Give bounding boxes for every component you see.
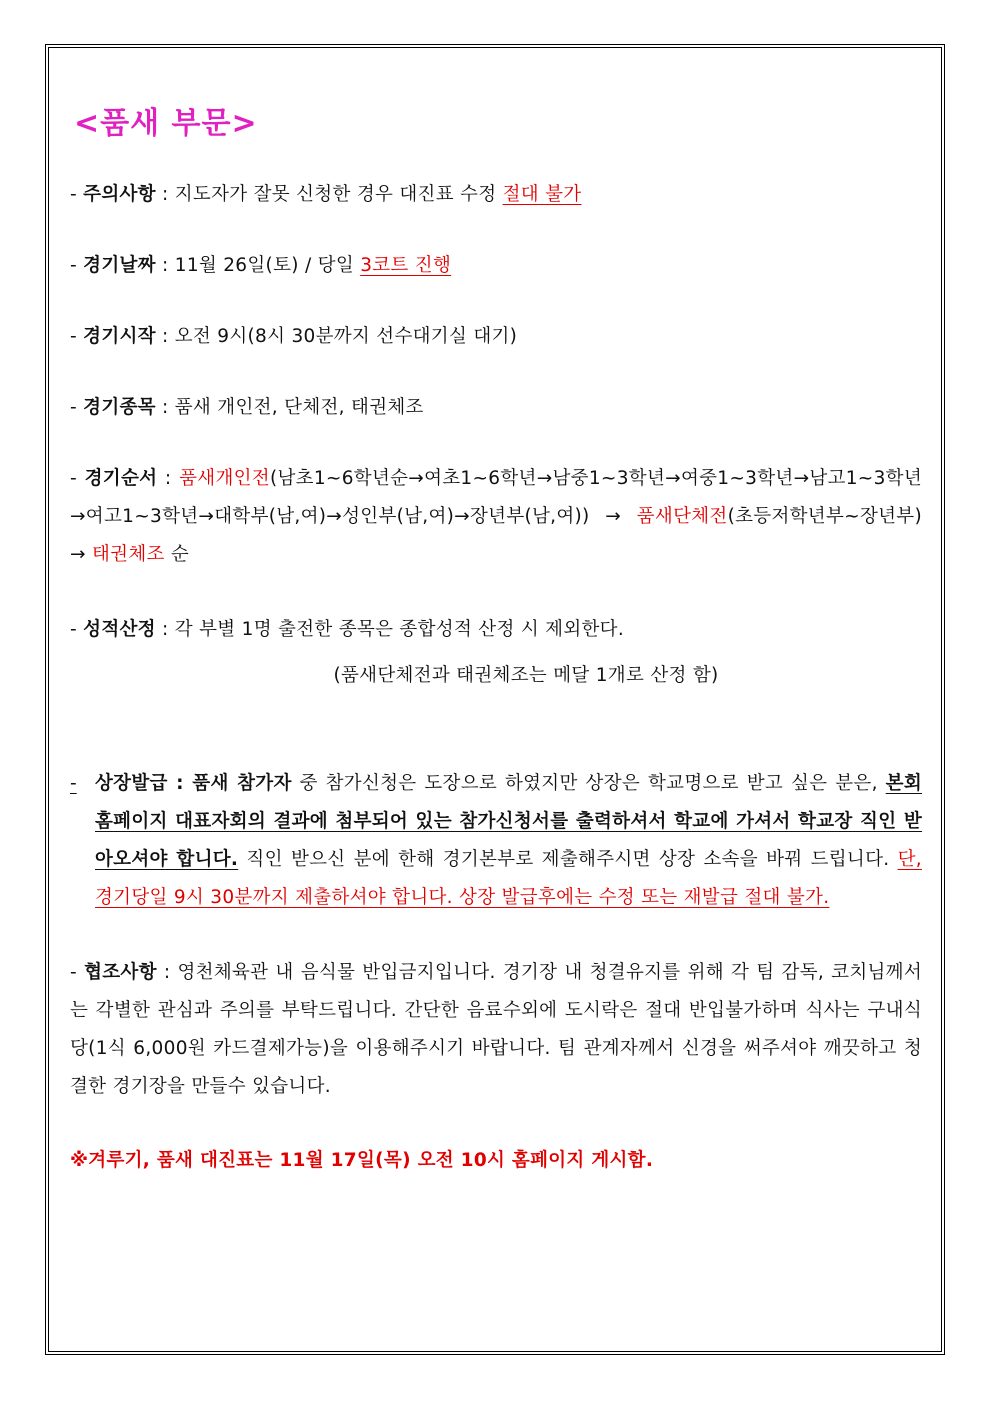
order-paragraph: [70, 460, 922, 574]
date-text: 11월 26일(토) / 당일: [174, 255, 361, 276]
grading-note: (품새단체전과 태권체조는 메달 1개로 산정 함): [333, 665, 719, 686]
order-emphasis-taekwon-gymnastics: 태권체조: [91, 544, 165, 565]
events-label: 경기종목: [83, 397, 156, 418]
order-dash: -: [70, 468, 85, 489]
grading-text: 각 부별 1명 출전한 종목은 종합성적 산정 시 제외한다.: [174, 619, 625, 640]
events-line: [70, 389, 922, 427]
date-line: [70, 247, 922, 285]
award-emphasis-application: 본회 홈페이지 대표자회의 결과에 첨부되어 있는 참가신청서를 출력하셔서 학교에 가셔서 학교장 직인 받아오셔야 합니다.: [95, 773, 922, 870]
date-label: 경기날짜: [83, 255, 156, 276]
award-label: 상장발급 : 품새 참가자: [95, 773, 292, 794]
grading-label: 성적산정: [83, 619, 156, 640]
award-emphasis-deadline: 단, 경기당일 9시 30분까지 제출하셔야 합니다. 상장 발급후에는 수정 또는 재발급 절대 불가.: [95, 849, 922, 908]
events-text: 품새 개인전, 단체전, 태권체조: [174, 397, 424, 418]
start-label: 경기시작: [83, 326, 156, 347]
caution-dash: -: [70, 184, 84, 205]
bracket-notice: ※겨루기, 품새 대진표는 11월 17일(목) 오전 10시 홈페이지 게시함.: [70, 1150, 654, 1171]
start-colon: :: [155, 326, 175, 347]
cooperation-paragraph: [70, 954, 922, 1106]
order-text-individual: (남초1~6학년순→여초1~6학년→남중1~3학년→여중1~3학년→남고1~3학년→여고1~3학년→대학부(남,여)→성인부(남,여)→장년부(남,여)) →: [70, 468, 922, 527]
order-text-team: (초등저학년부~장년부) →: [70, 506, 922, 565]
award-text-1: 중 참가신청은 도장으로 하였지만 상장은 학교명으로 받고 싶은 분은,: [291, 773, 886, 794]
order-emphasis-individual: 품새개인전: [179, 468, 270, 489]
award-dash: -: [70, 773, 77, 794]
grading-dash: -: [70, 619, 84, 640]
start-line: [70, 318, 922, 356]
caution-label: 주의사항: [83, 184, 156, 205]
award-paragraph: [70, 765, 922, 917]
start-text: 오전 9시(8시 30분까지 선수대기실 대기): [174, 326, 518, 347]
start-dash: -: [70, 326, 84, 347]
document-body: [70, 100, 922, 1180]
events-dash: -: [70, 397, 84, 418]
caution-emphasis: 절대 불가: [502, 184, 582, 205]
caution-line: [70, 176, 922, 214]
grading-line: [70, 611, 922, 649]
order-text-end: 순: [164, 544, 190, 565]
events-colon: :: [155, 397, 175, 418]
date-colon: :: [155, 255, 175, 276]
grading-colon: :: [155, 619, 175, 640]
award-text-2: 직인 받으신 분에 한해 경기본부로 제출해주시면 상장 소속을 바꿔 드립니다.: [238, 849, 898, 870]
order-emphasis-team: 품새단체전: [636, 506, 728, 527]
date-dash: -: [70, 255, 84, 276]
caution-text: 지도자가 잘못 신청한 경우 대진표 수정: [174, 184, 503, 205]
section-title: <품새 부문>: [74, 106, 258, 141]
date-emphasis: 3코트 진행: [360, 255, 452, 276]
order-label: 경기순서: [84, 468, 158, 489]
cooperation-colon: :: [156, 962, 178, 983]
order-colon: :: [157, 468, 180, 489]
cooperation-text: 영천체육관 내 음식물 반입금지입니다. 경기장 내 청결유지를 위해 각 팀 감독, 코치님께서는 각별한 관심과 주의를 부탁드립니다. 간단한 음료수외에 도시락은 절대 반입불가하며 식사는 구내식당(1식 6,000원 카드결제가능)을 이용해주시기 바랍니다. 팀 관계자께서 신경을 써주셔야 깨끗하고 청결한 경기장을 만들수 있습니다.: [70, 962, 922, 1097]
caution-colon: :: [155, 184, 175, 205]
cooperation-dash: -: [70, 962, 85, 983]
cooperation-label: 협조사항: [84, 962, 157, 983]
